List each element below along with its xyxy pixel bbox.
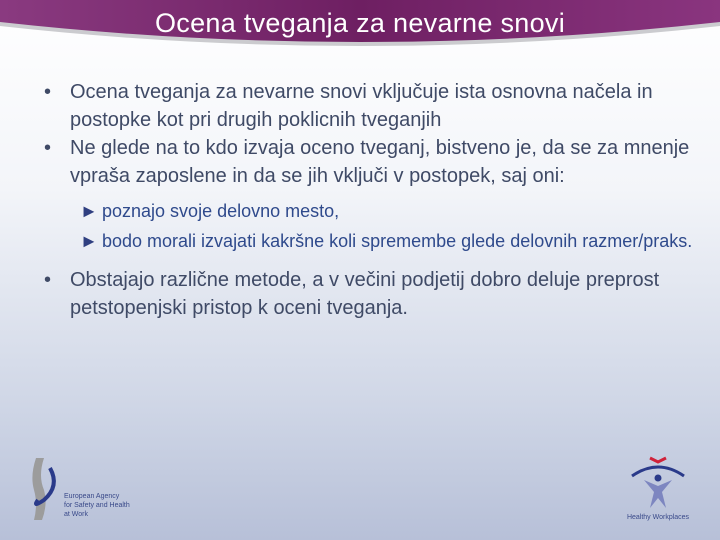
healthy-workplaces-text: Healthy Workplaces (626, 514, 690, 521)
healthy-workplaces-logo (618, 456, 698, 526)
healthy-workplaces-icon (618, 456, 698, 512)
bullet-icon: • (44, 137, 52, 159)
sub-bullet-text: poznajo svoje delovno mesto, (102, 201, 340, 221)
arrow-icon: ► (80, 231, 98, 251)
sub-bullet-item (44, 228, 694, 254)
sub-bullet-item (44, 198, 694, 224)
bullet-item (44, 78, 694, 134)
slide-title: Ocena tveganja za nevarne snovi (154, 8, 566, 38)
eu-osha-logo-text: European Agency for Safety and Health at Work (64, 493, 130, 518)
sub-bullet-text: bodo morali izvajati kakršne koli spremembe glede delovnih razmer/praks. (102, 231, 693, 251)
slide-content (44, 78, 694, 322)
slide-header (0, 0, 720, 48)
eu-osha-logo-icon (24, 456, 64, 522)
eu-osha-logo (24, 456, 144, 526)
bullet-text: Ne glede na to kdo izvaja oceno tveganj, bistveno je, da se za mnenje vpraša zaposlene in da se jih vključi v postopek, saj oni: (70, 137, 690, 187)
bullet-item (44, 134, 694, 190)
bullet-text: Obstajajo različne metode, a v večini podjetij dobro deluje preprost petstopenjski pristop k oceni tveganja. (70, 269, 660, 319)
bullet-text: Ocena tveganja za nevarne snovi vključuje ista osnovna načela in postopke kot pri drugih poklicnih tveganjih (70, 81, 653, 131)
bullet-icon: • (44, 81, 52, 103)
bullet-icon: • (44, 269, 52, 291)
bullet-item (44, 266, 694, 322)
arrow-icon: ► (80, 201, 98, 221)
